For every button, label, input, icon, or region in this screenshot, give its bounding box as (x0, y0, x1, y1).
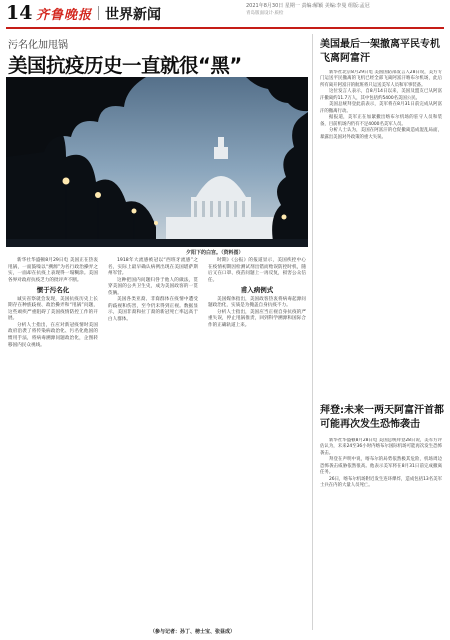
lead-column-1 (8, 258, 98, 349)
lead-paragraph: 新华社华盛顿8月29日电 美国正在热衷甩锅，一面鼓噪以“溯源”为名行政治操弄之实，一面却在抗疫上表现得一塌糊涂。美国各界对政府抗疫乏力的批评声不断。 (8, 258, 98, 283)
lead-paragraph: 分析人士指出，美国应当正视自身抗疫的严重失误，停止甩锅推责，回到科学溯源和国际合作的正确轨道上来。 (208, 309, 306, 328)
lead-subhead: 甫入病例式 (240, 286, 274, 295)
right-story-2-body (320, 438, 442, 634)
story-paragraph: 这位发言人表示，自8月14日以来，美国及盟友已从阿富汗撤离约11.7万人，其中包括约5400名美国公民。 (320, 89, 442, 101)
reporters-credit: （参与记者：孙丁、榜士宝、张昼成） (150, 629, 236, 635)
lead-paragraph: 这种把国内问题归咎于他人的做法，贯穿美国的公共卫生史，成为美国政客的一贯伎俩。 (108, 277, 198, 296)
story-paragraph: 新华社华盛顿8月28日电 美国总统拜登28日说，美军方评估认为，未来24至36小时内喀布尔国际机场可能再次发生恐怖袭击。 (320, 438, 442, 456)
lead-kicker: 污名化加甩锅 (8, 40, 68, 51)
headline-line: 飞离阿富汗 (320, 53, 370, 64)
story-paragraph: 新华社北京8月29日电 美国国防部发言人28日说，美方专门运送平民撤离的飞机已经全部飞离阿富汗喀布尔机场，此后所有离开阿富汗的航班将只运送美军人员和军事装备。 (320, 70, 442, 88)
newspaper-logo: 齐鲁晚报 (36, 8, 93, 23)
right-story-1-body (320, 70, 442, 406)
lead-paragraph: 时期》《公报》的报道显示，美国疾控中心在疫情初期因检测试剂出错而贻误防控时机，随后又在口罩、疫苗问题上一再反复，损害公众信任。 (208, 258, 306, 283)
story-paragraph: 26日，喀布尔机场附近发生连环爆炸，造成包括13名美军士兵在内的大量人员死亡。 (320, 476, 442, 489)
lead-paragraph: 美国各类亚裔、非裔群体在疫情中遭受的歧视和伤害，至今仍未得到正视。数据显示，美国非裔和拉丁裔的新冠死亡率远高于白人群体。 (108, 297, 198, 322)
lead-headline: 美国抗疫历史一直就很“黑” (8, 54, 242, 77)
lead-column-2 (108, 258, 198, 323)
lead-paragraph: 1918年大流感被冠以“西班牙流感”之名，实际上最早确认病例出现在美国堪萨斯州军营。 (108, 258, 198, 277)
lead-paragraph: 分析人士指出，在应对新冠疫情时美国政府沿袭了将传染病政治化、污名化他国的惯用手法，将病毒溯源问题政治化，企图转移国内民众视线。 (8, 322, 98, 348)
story-paragraph: 美国总统拜登此前表示，美军将在8月31日前完成从阿富汗的撤离行动。 (320, 102, 442, 114)
masthead-divider (98, 6, 99, 20)
lead-subhead: 惯于污名化 (36, 286, 70, 295)
white-house-illustration (6, 77, 308, 247)
lead-column-3 (208, 258, 306, 329)
headline-line: 可能再次发生恐怖袭击 (320, 419, 420, 430)
story-paragraph: 分析人士认为，美国在阿富汗的仓促撤离造成混乱局面，暴露出美国对外政策的重大失误。 (320, 128, 442, 140)
date-line: 2021年8月30日 星期一 责编:解颖 美编:李曼 组版:孟冠 (246, 3, 370, 9)
page-number: 14 (6, 2, 33, 24)
right-story-2-headline (320, 404, 444, 432)
photo-caption: 夕阳下的白宫。（资料图） (186, 250, 244, 256)
lead-paragraph: 诚实省察就会发现，美国抗疫历史上长期存在种族歧视、政治操弄和“甩锅”问题，这些顽疾严重阻碍了美国疫情防控工作的开展。 (8, 296, 98, 322)
headline-line: 拜登:未来一两天阿富汗首都 (320, 405, 444, 416)
story-paragraph: 拜登在声明中说，喀布尔的局势依然极其危险，机场周边恐怖袭击威胁依然很高。他表示美军将在8月31日前完成撤离任务。 (320, 457, 442, 476)
headline-line: 美国最后一架撤离平民专机 (320, 39, 440, 50)
section-title: 世界新闻 (105, 7, 161, 23)
extra-line: 青岛版面设计·质检 (246, 11, 284, 16)
story-paragraph: 据报道，美军正在加紧撤出喀布尔机场的驻守人员和装备，目前机场内仍有不足4000名美军人员。 (320, 115, 442, 127)
white-house-photo (6, 77, 308, 247)
masthead (6, 0, 444, 27)
right-story-1-headline (320, 38, 440, 66)
column-divider (312, 34, 313, 630)
masthead-rule (6, 27, 444, 29)
lead-paragraph: 美国媒体指出，美国政客热衷将病毒起源问题政治化，实质是为掩盖自身抗疫不力。 (208, 296, 306, 309)
